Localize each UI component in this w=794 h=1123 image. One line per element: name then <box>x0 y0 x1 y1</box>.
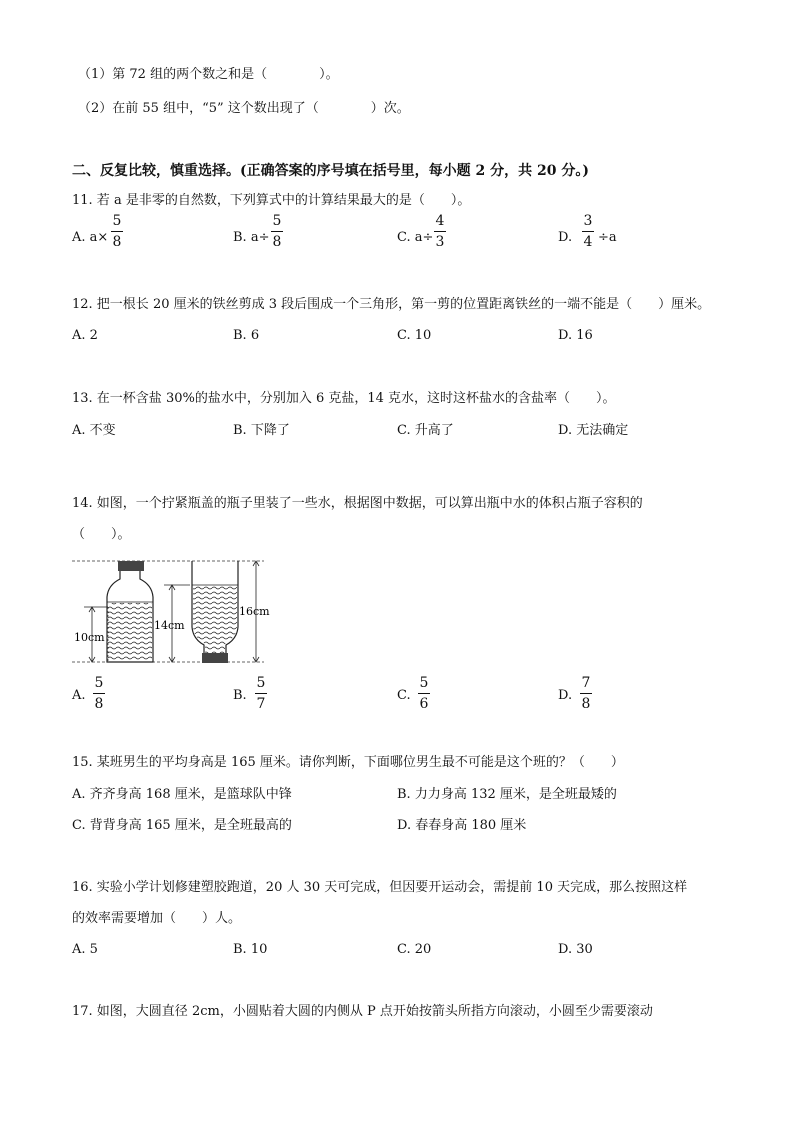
fraction-numerator: 5 <box>94 675 104 691</box>
option-c-prefix: C. <box>397 688 411 703</box>
fraction-numerator: 7 <box>581 675 591 691</box>
option-b-fraction <box>271 213 283 250</box>
inverted-bottle-water <box>193 586 237 653</box>
option-b: B. 10 <box>233 942 268 957</box>
option-d: D. 16 <box>558 328 593 343</box>
option-d-suffix: ÷a <box>598 230 617 245</box>
option-a: A. 5 <box>72 942 98 957</box>
option-a-fraction <box>111 213 123 250</box>
fraction-bar <box>434 231 446 232</box>
question-16-stem-line-2: 的效率需要增加（ ）人。 <box>72 911 242 926</box>
option-a: A. 齐齐身高 168 厘米，是篮球队中锋 <box>72 787 292 802</box>
option-a: A. 2 <box>72 328 98 343</box>
fraction-bar <box>271 231 283 232</box>
option-c: C. 背背身高 165 厘米，是全班最高的 <box>72 818 292 833</box>
question-12-stem: 12. 把一根长 20 厘米的铁丝剪成 3 段后围成一个三角形，第一剪的位置距离铁丝的一端不能是（ ）厘米。 <box>72 297 711 312</box>
fraction-numerator: 5 <box>112 213 122 229</box>
option-a: A. 不变 <box>72 423 116 438</box>
label-16cm: 16cm <box>239 605 270 618</box>
fraction-denominator: 3 <box>435 234 445 250</box>
option-c-prefix: C. a÷ <box>397 230 434 245</box>
option-c: C. 20 <box>397 942 432 957</box>
fraction-denominator: 8 <box>112 234 122 250</box>
fraction-numerator: 5 <box>272 213 282 229</box>
inverted-bottle-cap <box>202 653 228 663</box>
bottle-figure <box>68 555 288 670</box>
option-c: C. 10 <box>397 328 432 343</box>
question-14-stem-line-1: 14. 如图，一个拧紧瓶盖的瓶子里装了一些水，根据图中数据，可以算出瓶中水的体积占瓶子容积的 <box>72 496 643 511</box>
fraction-bar <box>93 693 105 694</box>
question-10-part-1: （1）第 72 组的两个数之和是（ ）。 <box>78 67 339 82</box>
option-a-fraction <box>93 675 105 712</box>
question-13-stem: 13. 在一杯含盐 30%的盐水中，分别加入 6 克盐，14 克水，这时这杯盐水的含盐率（ ）。 <box>72 391 616 406</box>
option-c: C. 升高了 <box>397 423 454 438</box>
option-b: B. 力力身高 132 厘米，是全班最矮的 <box>397 787 617 802</box>
question-16-stem-line-1: 16. 实验小学计划修建塑胶跑道，20 人 30 天可完成，但因要开运动会，需提前 10 天完成，那么按照这样 <box>72 880 688 895</box>
option-a-prefix: A. a× <box>72 230 109 245</box>
question-14-stem-line-2: （ ）。 <box>72 527 131 542</box>
fraction-numerator: 5 <box>256 675 266 691</box>
fraction-numerator: 4 <box>435 213 445 229</box>
option-b-fraction <box>255 675 267 712</box>
label-10cm: 10cm <box>74 631 105 644</box>
upright-bottle-water <box>108 603 152 661</box>
section-2-title: 二、反复比较，慎重选择。(正确答案的序号填在括号里，每小题 2 分，共 20 分。) <box>72 163 589 179</box>
option-d: D. 春春身高 180 厘米 <box>397 818 527 833</box>
label-14cm: 14cm <box>154 619 185 632</box>
fraction-denominator: 8 <box>272 234 282 250</box>
fraction-bar <box>418 693 430 694</box>
option-b: B. 6 <box>233 328 260 343</box>
option-b-prefix: B. a÷ <box>233 230 270 245</box>
question-17-stem: 17. 如图，大圆直径 2cm，小圆贴着大圆的内侧从 P 点开始按箭头所指方向滚动，小圆至少需要滚动 <box>72 1004 653 1019</box>
fraction-numerator: 5 <box>419 675 429 691</box>
option-d-fraction <box>582 213 594 250</box>
fraction-denominator: 7 <box>256 696 266 712</box>
fraction-bar <box>582 231 594 232</box>
fraction-denominator: 4 <box>583 234 593 250</box>
fraction-bar <box>580 693 592 694</box>
bottle-cap <box>118 561 144 571</box>
question-15-stem: 15. 某班男生的平均身高是 165 厘米。请你判断，下面哪位男生最不可能是这个班的？（ ） <box>72 755 624 770</box>
option-d-prefix: D. <box>558 688 573 703</box>
fraction-bar <box>255 693 267 694</box>
question-11-stem: 11. 若 a 是非零的自然数，下列算式中的计算结果最大的是（ ）。 <box>72 193 471 208</box>
option-b: B. 下降了 <box>233 423 290 438</box>
option-d-prefix: D. <box>558 230 573 245</box>
option-a-prefix: A. <box>72 688 86 703</box>
option-c-fraction <box>434 213 446 250</box>
option-c-fraction <box>418 675 430 712</box>
option-d: D. 无法确定 <box>558 423 629 438</box>
option-d-fraction <box>580 675 592 712</box>
fraction-bar <box>111 231 123 232</box>
fraction-denominator: 8 <box>94 696 104 712</box>
option-d: D. 30 <box>558 942 593 957</box>
fraction-denominator: 8 <box>581 696 591 712</box>
question-10-part-2: （2）在前 55 组中，“5” 这个数出现了（ ）次。 <box>78 101 410 116</box>
fraction-numerator: 3 <box>583 213 593 229</box>
fraction-denominator: 6 <box>419 696 429 712</box>
option-b-prefix: B. <box>233 688 247 703</box>
